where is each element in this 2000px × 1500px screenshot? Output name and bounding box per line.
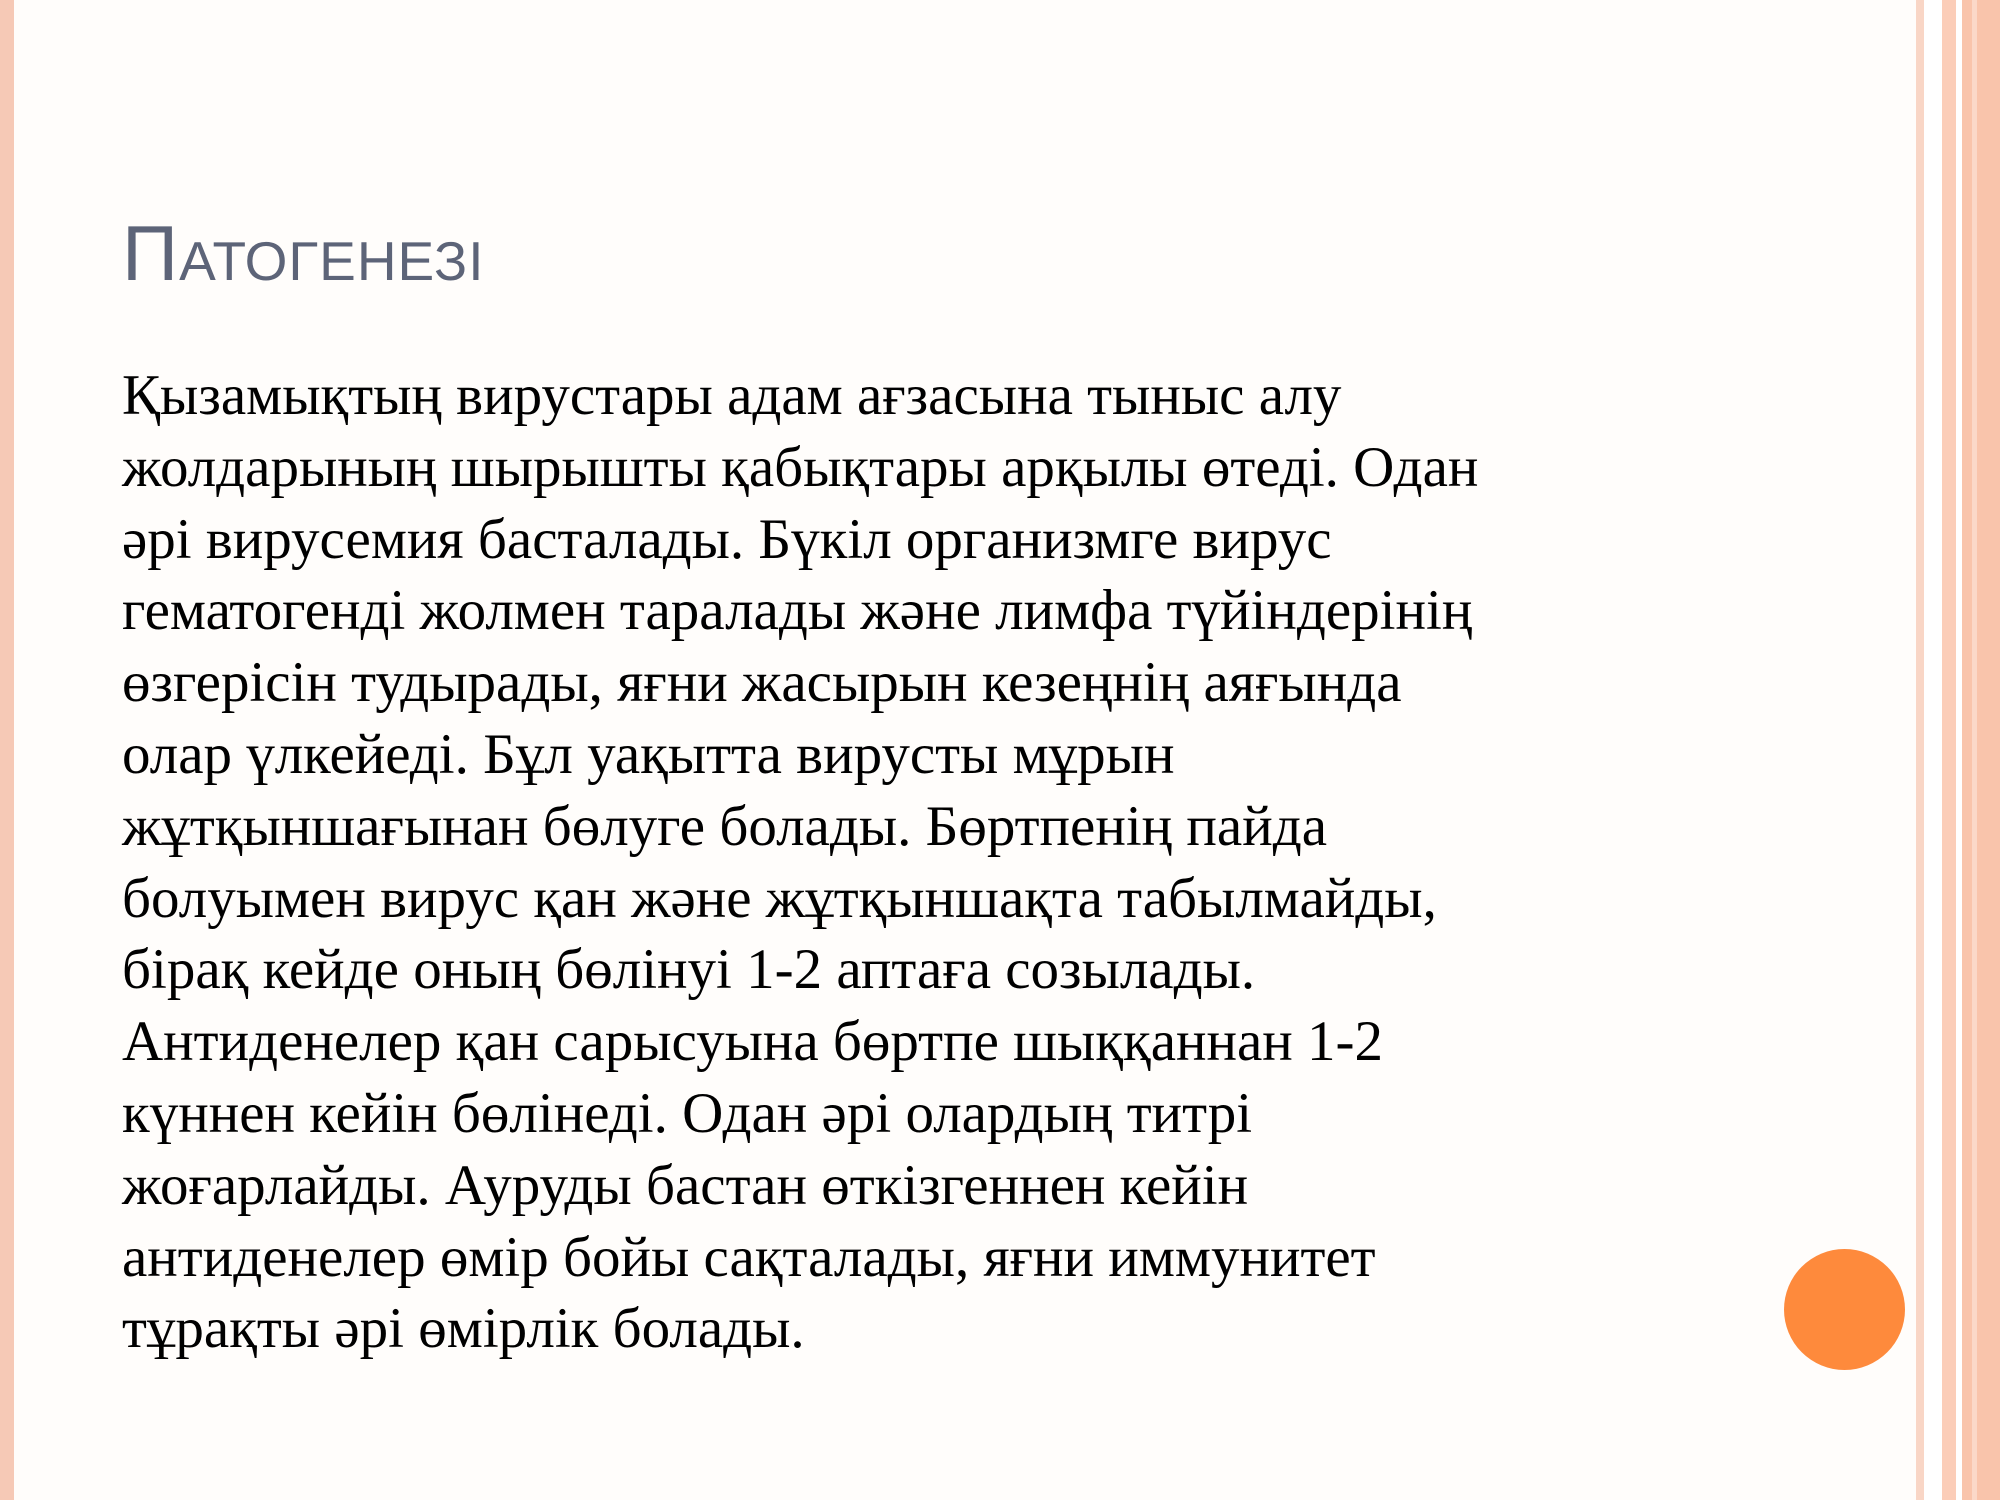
slide-title: Патогенезі xyxy=(122,209,485,297)
body-line: болуымен вирус қан және жұтқыншақта табылмайды, xyxy=(122,866,1437,930)
right-stripe-gap xyxy=(1924,0,1942,1500)
body-line: жолдарының шырышты қабықтары арқылы өтеді. Одан xyxy=(122,435,1479,499)
right-stripe-decoration xyxy=(1916,0,1924,1500)
body-line: жоғарлайды. Ауруды бастан өткізгеннен кейін xyxy=(122,1153,1249,1217)
right-stripe-decoration xyxy=(1942,0,1956,1500)
body-line: Антиденелер қан сарысуына бөртпе шыққаннан 1-2 xyxy=(122,1010,1384,1074)
body-line: Қызамықтың вирустары адам ағзасына тыныс алу xyxy=(122,364,1342,427)
body-line: олар үлкейеді. Бұл уақытта вирусты мұрын xyxy=(122,722,1175,786)
slide-body-text xyxy=(122,360,1762,1365)
right-stripe-highlight xyxy=(1972,0,1977,1500)
body-line: антиденелер өмір бойы сақталады, яғни иммунитет xyxy=(122,1225,1376,1289)
body-line: өзгерісін тудырады, яғни жасырын кезеңнің аяғында xyxy=(122,651,1402,715)
body-line: әрі вирусемия басталады. Бүкіл организмге вирус xyxy=(122,507,1332,571)
body-line: тұрақты әрі өмірлік болады. xyxy=(122,1297,805,1361)
right-stripe-decoration xyxy=(1962,0,2000,1500)
left-border-decoration xyxy=(0,0,14,1500)
body-line: жұтқыншағынан бөлуге болады. Бөртпенің пайда xyxy=(122,794,1328,858)
orange-circle-decoration xyxy=(1784,1249,1905,1370)
body-line: гематогенді жолмен таралады және лимфа түйіндерінің xyxy=(122,579,1473,643)
body-line: күннен кейін бөлінеді. Одан әрі олардың титрі xyxy=(122,1081,1253,1145)
body-line: бірақ кейде оның бөлінуі 1-2 аптаға созылады. xyxy=(122,938,1256,1002)
